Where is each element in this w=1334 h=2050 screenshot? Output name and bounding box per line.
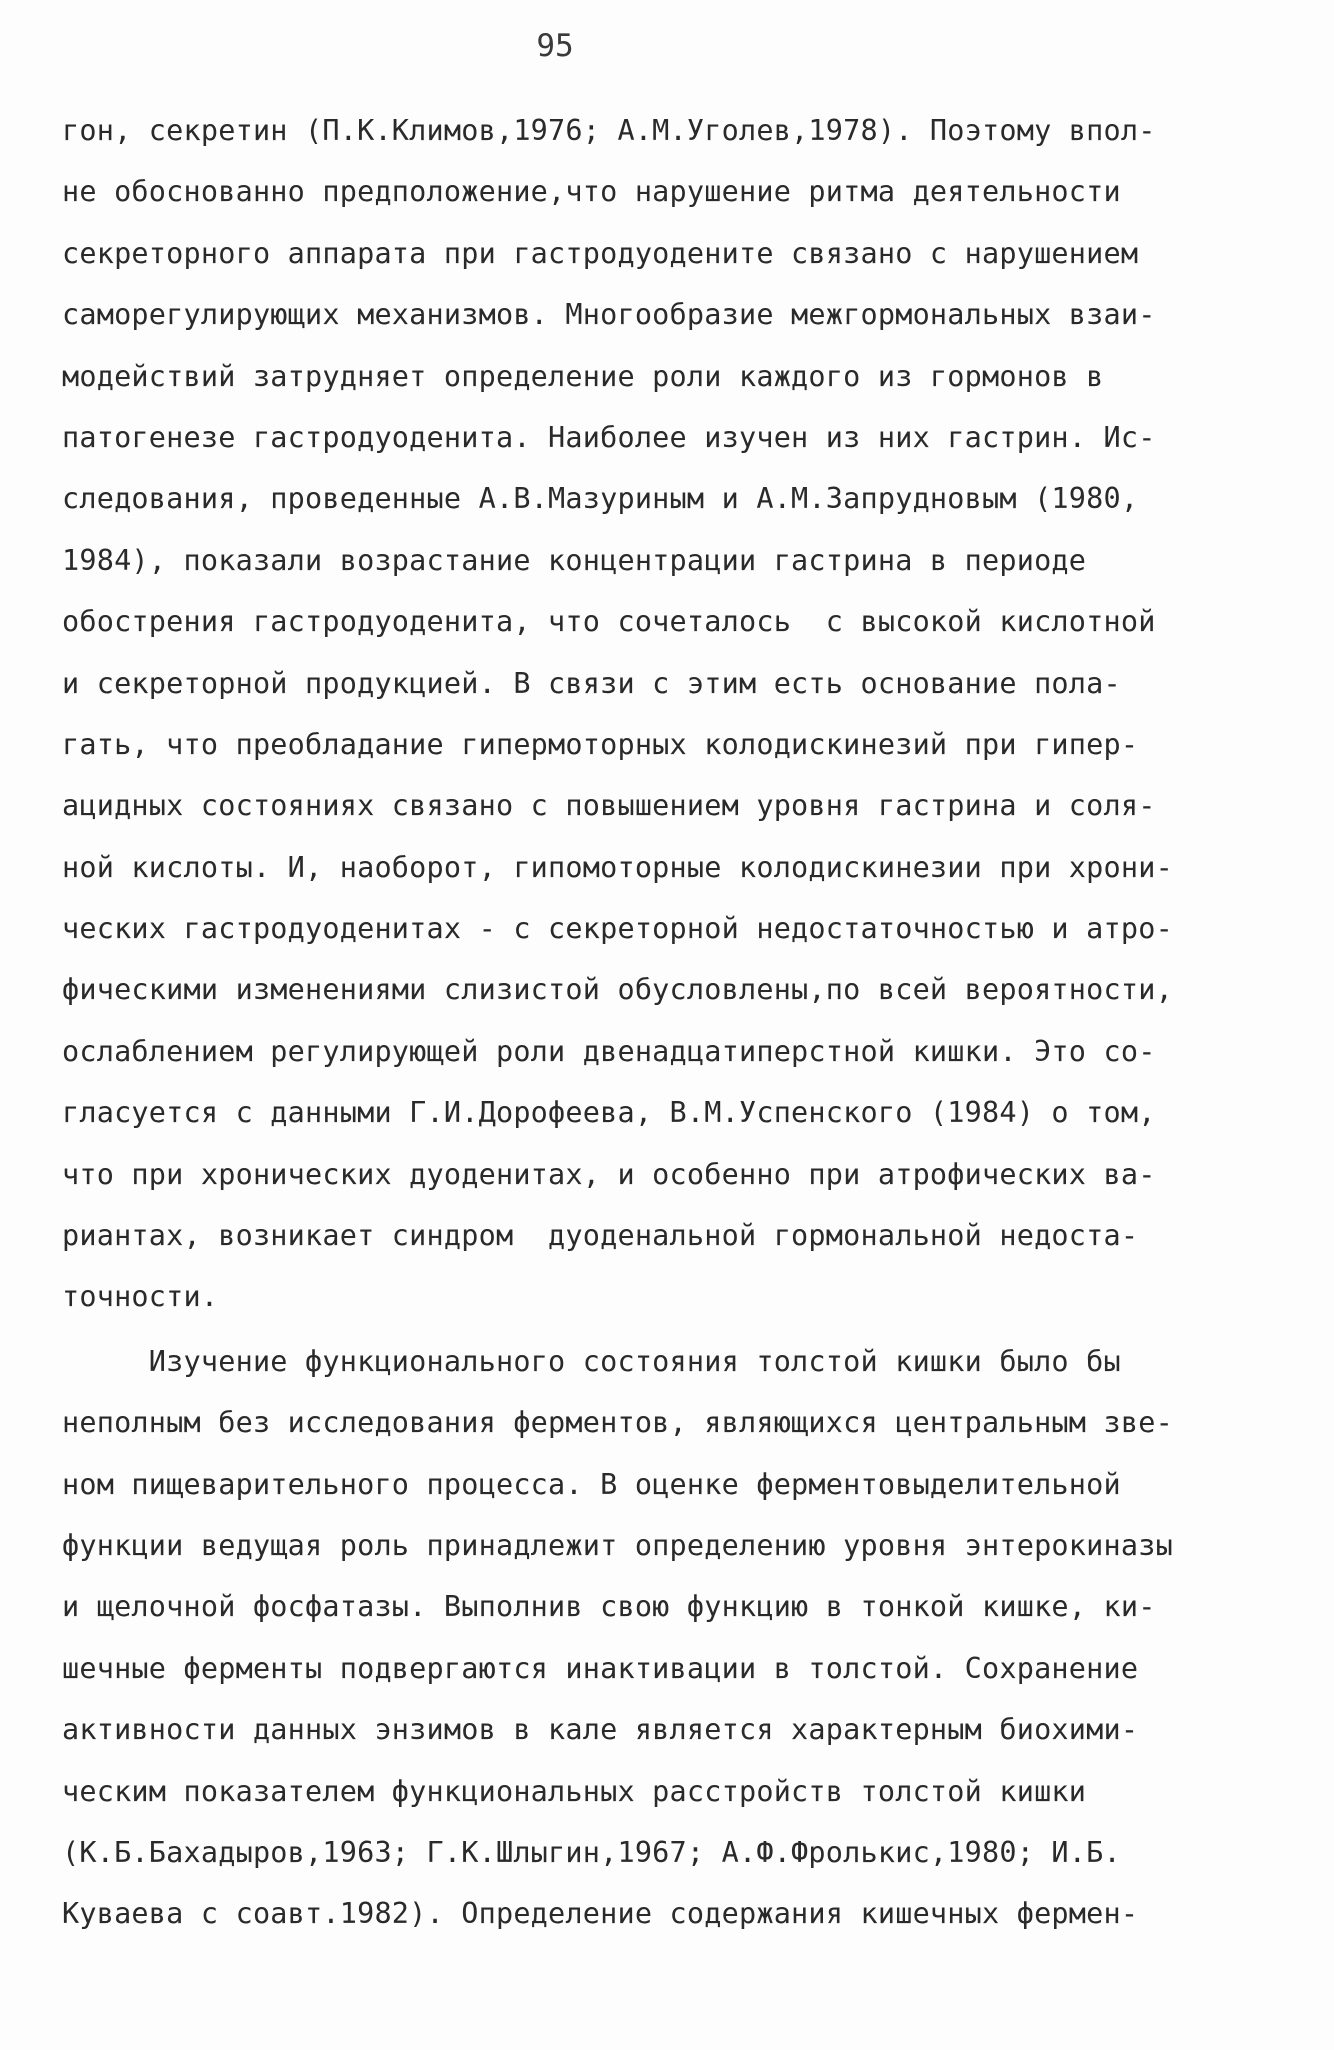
text-line: шечные ферменты подвергаются инактивации в толстой. Сохранение bbox=[62, 1651, 1139, 1685]
text-line: функции ведущая роль принадлежит определению уровня энтерокиназы bbox=[62, 1528, 1173, 1562]
text-line: 1984), показали возрастание концентрации гастрина в периоде bbox=[62, 543, 1087, 577]
text-line: неполным без исследования ферментов, являющихся центральным зве- bbox=[62, 1406, 1173, 1440]
text-line: риантах, возникает синдром дуоденальной гормональной недоста- bbox=[62, 1219, 1139, 1253]
text-line: фическими изменениями слизистой обусловлены,по всей вероятности, bbox=[62, 973, 1173, 1007]
text-line: секреторного аппарата при гастродуодените связано с нарушением bbox=[62, 236, 1139, 270]
text-line: гон, секретин (П.К.Климов,1976; А.М.Уголев,1978). Поэтому впол- bbox=[62, 114, 1156, 147]
text-line: активности данных энзимов в кале является характерным биохими- bbox=[62, 1713, 1139, 1747]
text-line: следования, проведенные А.В.Мазуриным и А.М.Запрудновым (1980, bbox=[62, 482, 1139, 516]
text-line: точности. bbox=[62, 1280, 219, 1314]
text-line: обострения гастродуоденита, что сочеталось с высокой кислотной bbox=[62, 605, 1156, 639]
page-number: 95 bbox=[536, 28, 574, 64]
text-line: гать, что преобладание гипермоторных колодискинезий при гипер- bbox=[62, 727, 1139, 761]
paragraph-2 bbox=[62, 1331, 1272, 1945]
text-line: модействий затрудняет определение роли каждого из гормонов в bbox=[62, 359, 1104, 393]
text-line: и секреторной продукцией. В связи с этим есть основание пола- bbox=[62, 666, 1121, 700]
text-line: патогенезе гастродуоденита. Наиболее изучен из них гастрин. Ис- bbox=[62, 420, 1156, 454]
text-line: ацидных состояниях связано с повышением уровня гастрина и соля- bbox=[62, 789, 1156, 823]
text-line: (К.Б.Бахадыров,1963; Г.К.Шлыгин,1967; А.Ф.Фролькис,1980; И.Б. bbox=[62, 1835, 1121, 1869]
text-line: что при хронических дуоденитах, и особенно при атрофических ва- bbox=[62, 1157, 1156, 1191]
text-line: ослаблением регулирующей роли двенадцатиперстной кишки. Это со- bbox=[62, 1034, 1156, 1068]
text-line: ной кислоты. И, наоборот, гипомоторные колодискинезии при хрони- bbox=[62, 850, 1173, 884]
text-line: и щелочной фосфатазы. Выполнив свою функцию в тонкой кишке, ки- bbox=[62, 1590, 1156, 1624]
text-line: саморегулирующих механизмов. Многообразие межгормональных взаи- bbox=[62, 298, 1156, 332]
text-line: ном пищеварительного процесса. В оценке ферментовыделительной bbox=[62, 1467, 1121, 1501]
text-line: гласуется с данными Г.И.Дорофеева, В.М.Успенского (1984) о том, bbox=[62, 1096, 1156, 1130]
text-line: ческих гастродуоденитах - с секреторной недостаточностью и атро- bbox=[62, 912, 1173, 946]
text-line: ческим показателем функциональных расстройств толстой кишки bbox=[62, 1774, 1087, 1808]
paragraph-1 bbox=[62, 100, 1272, 1328]
text-line: Изучение функционального состояния толстой кишки было бы bbox=[62, 1344, 1121, 1378]
text-line: не обоснованно предположение,что нарушение ритма деятельности bbox=[62, 175, 1121, 209]
text-line: Куваева с соавт.1982). Определение содержания кишечных фермен- bbox=[62, 1897, 1139, 1931]
body-text bbox=[62, 100, 1272, 1945]
